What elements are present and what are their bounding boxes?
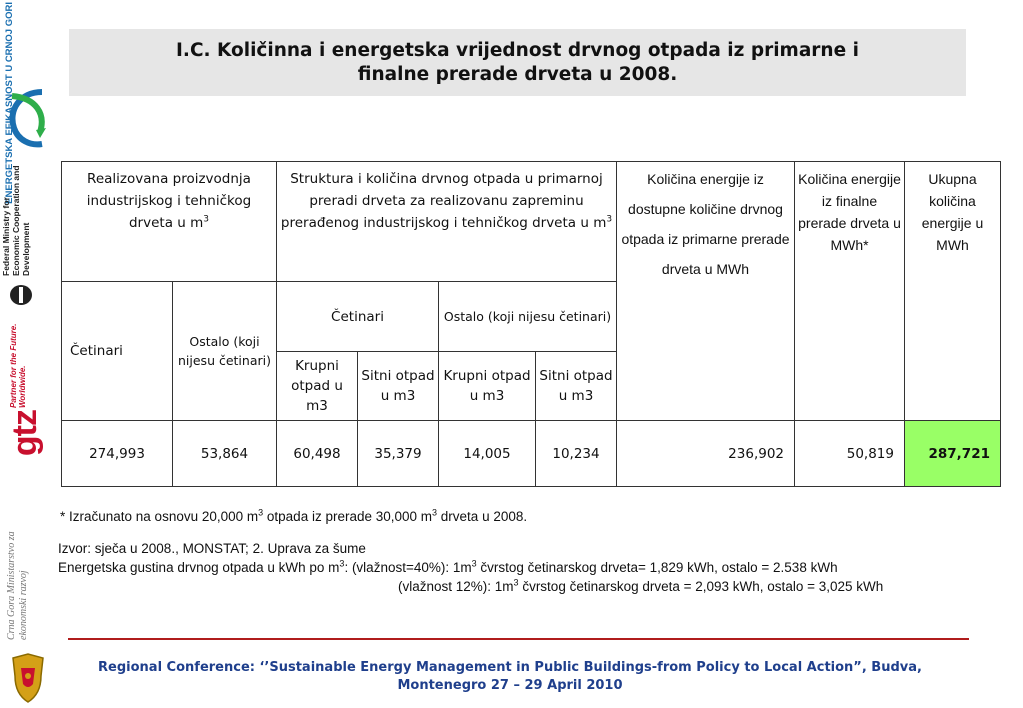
header-cetinari-structure: Četinari	[277, 282, 439, 352]
header-total-energy: Ukupna količina energije u MWh	[905, 162, 1001, 421]
header-krupni-ostalo: Krupni otpad u m3	[439, 352, 536, 421]
partner-text: Partner for the Future. Worldwide.	[9, 323, 27, 408]
value-ostalo-realized: 53,864	[173, 421, 277, 487]
source-note: Izvor: sječa u 2008., MONSTAT; 2. Uprava za šume	[58, 541, 366, 556]
header-krupni-cetinari: Krupni otpad u m3	[277, 352, 358, 421]
value-krupni-ostalo: 14,005	[439, 421, 536, 487]
conference-line-2: Montenegro 27 – 29 April 2010	[397, 678, 623, 693]
data-table	[61, 161, 1001, 487]
conference-line-1: Regional Conference: ‘’Sustainable Energy Management in Public Buildings-from Policy to Local Action”, Budva,	[98, 660, 922, 675]
header-sitni-cetinari: Sitni otpad u m3	[358, 352, 439, 421]
energy-density-note-12: (vlažnost 12%): $1m^3$ čvrstog četinarskog drveta = 2,093 kWh, ostalo = 3,025 kWh	[398, 577, 884, 594]
value-sitni-cetinari: 35,379	[358, 421, 439, 487]
value-cetinari-realized: 274,993	[62, 421, 173, 487]
energy-density-note-40: Energetska gustina drvnog otpada u kWh po $m^3$: (vlažnost=40%): $1m^3$ čvrstog četinarskog drveta= 1,829 kWh, ostalo = 2.538 kWh	[58, 558, 838, 575]
value-krupni-cetinari: 60,498	[277, 421, 358, 487]
divider-line	[68, 638, 969, 640]
header-energy-primary: Količina energije iz dostupne količine drvnog otpada iz primarne prerade drveta u MWh	[617, 162, 795, 421]
footnote: * Izračunato na osnovu 20,000 $m^3$ otpada iz prerade 30,000 $m^3$ drveta u 2008.	[60, 507, 528, 524]
page-title: I.C. Količinna i energetska vrijednost drvnog otpada iz primarne i finalne prerade drveta u 2008.	[176, 39, 859, 85]
header-energy-final: Količina energije iz finalne prerade drveta u MWh*	[795, 162, 905, 421]
ministry-text: Federal Ministry for Economic Cooperation and Development	[1, 165, 31, 276]
header-sitni-ostalo: Sitni otpad u m3	[536, 352, 617, 421]
title-banner	[69, 29, 966, 96]
montenegro-coat-of-arms-icon	[5, 652, 51, 704]
header-cetinari-realized: Četinari	[62, 282, 173, 421]
header-realized-production: Realizovana proizvodnja industrijskog i tehničkog drveta u $m^3$	[62, 162, 277, 282]
header-ostalo-realized: Ostalo (koji nijesu četinari)	[173, 282, 277, 421]
crna-gora-text: Crna Gora Ministarstvo za ekonomski razvoj	[6, 531, 29, 640]
conference-footer	[70, 659, 950, 695]
sidebar-logos	[0, 0, 58, 708]
header-ostalo-structure: Ostalo (koji nijesu četinari)	[439, 282, 617, 352]
eagle-crest-icon	[8, 284, 34, 306]
energy-logo-text: ENERGETSKA EFIKASNOST U CRNOJ GORI	[4, 2, 15, 204]
value-energy-primary: 236,902	[617, 421, 795, 487]
value-sitni-ostalo: 10,234	[536, 421, 617, 487]
value-energy-final: 50,819	[795, 421, 905, 487]
value-total-energy: 287,721	[905, 421, 1001, 487]
gtz-logo-text: gtz	[6, 410, 44, 457]
header-waste-structure: Struktura i količina drvnog otpada u primarnoj preradi drveta za realizovanu zapreminu prerađenog industrijskog i tehničkog drveta u $m^3$	[277, 162, 617, 282]
